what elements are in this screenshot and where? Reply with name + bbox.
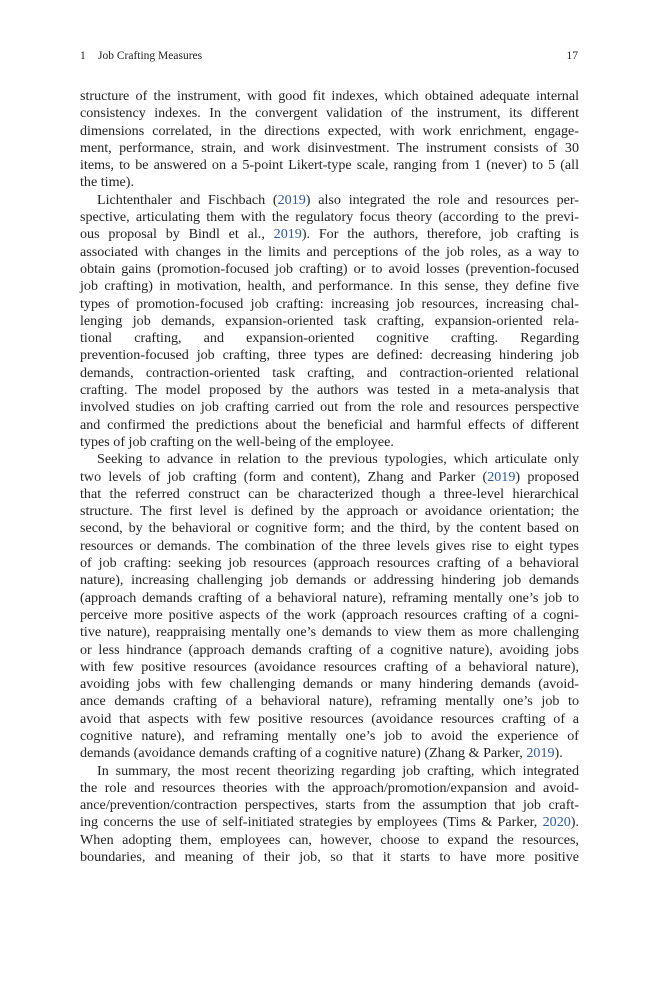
text-line xyxy=(80,382,579,399)
text-run: items, to be answered on a 5-point Likert-type scale, ranging from 1 (never) to 5 (all xyxy=(80,157,579,174)
text-run: with few positive resources (avoidance resources crafting of a behavioral nature), xyxy=(80,658,579,675)
paragraph xyxy=(80,451,579,762)
text-run: cognitive nature), and reframing mentally one’s job to avoid the experience of xyxy=(80,727,579,744)
text-run: When adopting them, employees can, however, choose to expand the resources, xyxy=(80,831,579,848)
text-run: types of job crafting on the well-being of the employee. xyxy=(80,433,394,450)
running-header xyxy=(80,50,578,68)
text-run: (approach demands crafting of a behavioral nature), reframing mentally one’s job to xyxy=(80,589,579,606)
text-line xyxy=(80,451,579,468)
paragraph xyxy=(80,88,579,192)
text-run: ) proposed xyxy=(515,468,579,485)
text-line xyxy=(80,399,579,416)
text-run: second, by the behavioral or cognitive form; and the third, by the content based on xyxy=(80,520,579,537)
text-line xyxy=(80,330,579,347)
text-run: spective, articulating them with the regulatory focus theory (according to the previ- xyxy=(80,209,579,226)
text-line xyxy=(80,607,579,624)
text-run: ). xyxy=(570,814,579,831)
text-line xyxy=(80,676,579,693)
text-line xyxy=(80,814,579,831)
text-run: of job crafting: seeking job resources (approach resources crafting of a behavioral xyxy=(80,555,579,572)
text-line xyxy=(80,313,579,330)
text-run: Seeking to advance in relation to the previous typologies, which articulate only xyxy=(97,451,579,468)
text-line xyxy=(80,157,579,174)
text-run: perceive more positive aspects of the work (approach resources crafting of a cogni- xyxy=(80,606,579,623)
text-run: the time). xyxy=(80,174,135,191)
text-line xyxy=(80,659,579,676)
text-line xyxy=(80,174,579,191)
text-run: ment, performance, strain, and work disinvestment. The instrument consists of 30 xyxy=(80,139,579,156)
text-line xyxy=(80,192,579,209)
text-run: ). For the authors, therefore, job crafting is xyxy=(301,226,579,243)
text-run: ). xyxy=(554,745,563,762)
citation-link[interactable]: 2019 xyxy=(526,745,555,762)
text-line xyxy=(80,209,579,226)
text-run: ance demands crafting of a behavioral nature), reframing mentally one’s job to xyxy=(80,693,579,710)
text-line xyxy=(80,693,579,710)
text-run: boundaries, and meaning of their job, so that it starts to have more positive xyxy=(80,849,579,866)
citation-link[interactable]: 2019 xyxy=(273,226,302,243)
text-run: nature), increasing challenging job demands or addressing hindering job demands xyxy=(80,572,579,589)
text-run: demands, contraction-oriented task crafting, and contraction-oriented relational xyxy=(80,364,579,381)
paragraph xyxy=(80,763,579,867)
text-run: lenging job demands, expansion-oriented task crafting, expansion-oriented rela- xyxy=(80,312,579,329)
citation-link[interactable]: 2020 xyxy=(542,814,571,831)
text-line xyxy=(80,417,579,434)
text-line xyxy=(80,434,579,451)
text-line xyxy=(80,244,579,261)
text-line xyxy=(80,849,579,866)
text-run: structure of the instrument, with good fit indexes, which obtained adequate internal xyxy=(80,88,579,104)
text-line xyxy=(80,780,579,797)
chapter-number: 1 xyxy=(80,50,86,62)
text-run: prevention-focused job crafting, three types are defined: decreasing hindering job xyxy=(80,347,579,364)
text-run: consistency indexes. In the convergent validation of the instrument, its different xyxy=(80,105,579,122)
text-run: crafting. The model proposed by the authors was tested in a meta-analysis that xyxy=(80,382,579,399)
text-line xyxy=(80,347,579,364)
text-run: structure. The first level is defined by the approach or avoidance orientation; the xyxy=(80,503,579,520)
text-run: demands (avoidance demands crafting of a cognitive nature) (Zhang & Parker, xyxy=(80,745,527,762)
text-run: dimensions correlated, in the directions expected, with work enrichment, engage- xyxy=(80,122,579,139)
text-line xyxy=(80,140,579,157)
text-line xyxy=(80,745,579,762)
text-line xyxy=(80,711,579,728)
text-run: In summary, the most recent theorizing regarding job crafting, which integrated xyxy=(97,762,579,779)
text-line xyxy=(80,105,579,122)
text-run: avoiding jobs with few challenging demands or many hindering demands (avoid- xyxy=(80,676,579,693)
text-line xyxy=(80,642,579,659)
text-run: the role and resources theories with the approach/promotion/expansion and avoid- xyxy=(80,779,579,796)
text-line xyxy=(80,88,579,105)
text-run: tional crafting, and expansion-oriented cognitive crafting. Regarding xyxy=(80,330,579,347)
paragraph xyxy=(80,192,579,451)
text-line xyxy=(80,590,579,607)
text-line xyxy=(80,763,579,780)
text-line xyxy=(80,278,579,295)
text-run: resources or demands. The combination of the three levels gives rise to eight types xyxy=(80,537,579,554)
text-run: or less hindrance (approach demands crafting of a cognitive nature), avoiding jobs xyxy=(80,641,579,658)
text-line xyxy=(80,503,579,520)
text-line xyxy=(80,365,579,382)
text-run: Lichtenthaler and Fischbach ( xyxy=(97,191,278,208)
text-run: involved studies on job crafting carried out from the role and resources perspective xyxy=(80,399,579,416)
text-line xyxy=(80,624,579,641)
page-number: 17 xyxy=(566,50,578,62)
text-run: and confirmed the predictions about the beneficial and harmful effects of different xyxy=(80,416,579,433)
citation-link[interactable]: 2019 xyxy=(487,468,516,485)
body-text xyxy=(80,88,579,866)
text-run: tive nature), reappraising mentally one’s demands to view them as more challenging xyxy=(80,624,579,641)
text-line xyxy=(80,261,579,278)
text-line xyxy=(80,296,579,313)
text-run: two levels of job crafting (form and content), Zhang and Parker ( xyxy=(80,468,488,485)
text-line xyxy=(80,520,579,537)
text-line xyxy=(80,469,579,486)
text-run: job crafting) in motivation, health, and performance. In this sense, they define five xyxy=(80,278,579,295)
text-line xyxy=(80,832,579,849)
text-run: ance/prevention/contraction perspectives, starts from the assumption that job craft- xyxy=(80,797,579,814)
text-run: ing concerns the use of self-initiated strategies by employees (Tims & Parker, xyxy=(80,814,543,831)
text-run: obtain gains (promotion-focused job crafting) or to avoid losses (prevention-focused xyxy=(80,260,579,277)
text-line xyxy=(80,226,579,243)
text-line xyxy=(80,123,579,140)
text-line xyxy=(80,555,579,572)
text-run: ) also integrated the role and resources per- xyxy=(305,191,579,208)
text-run: ous proposal by Bindl et al., xyxy=(80,226,274,243)
text-line xyxy=(80,486,579,503)
text-line xyxy=(80,728,579,745)
text-run: that the referred construct can be characterized though a three-level hierarchical xyxy=(80,485,579,502)
text-line xyxy=(80,797,579,814)
text-run: types of promotion-focused job crafting: increasing job resources, increasing chal- xyxy=(80,295,579,312)
text-line xyxy=(80,572,579,589)
text-line xyxy=(80,538,579,555)
citation-link[interactable]: 2019 xyxy=(277,191,306,208)
text-run: associated with changes in the limits and perceptions of the job roles, as a way to xyxy=(80,243,579,260)
running-head-chapter xyxy=(80,50,202,62)
chapter-title: Job Crafting Measures xyxy=(98,50,203,62)
text-run: avoid that aspects with few positive resources (avoidance resources crafting of a xyxy=(80,710,579,727)
